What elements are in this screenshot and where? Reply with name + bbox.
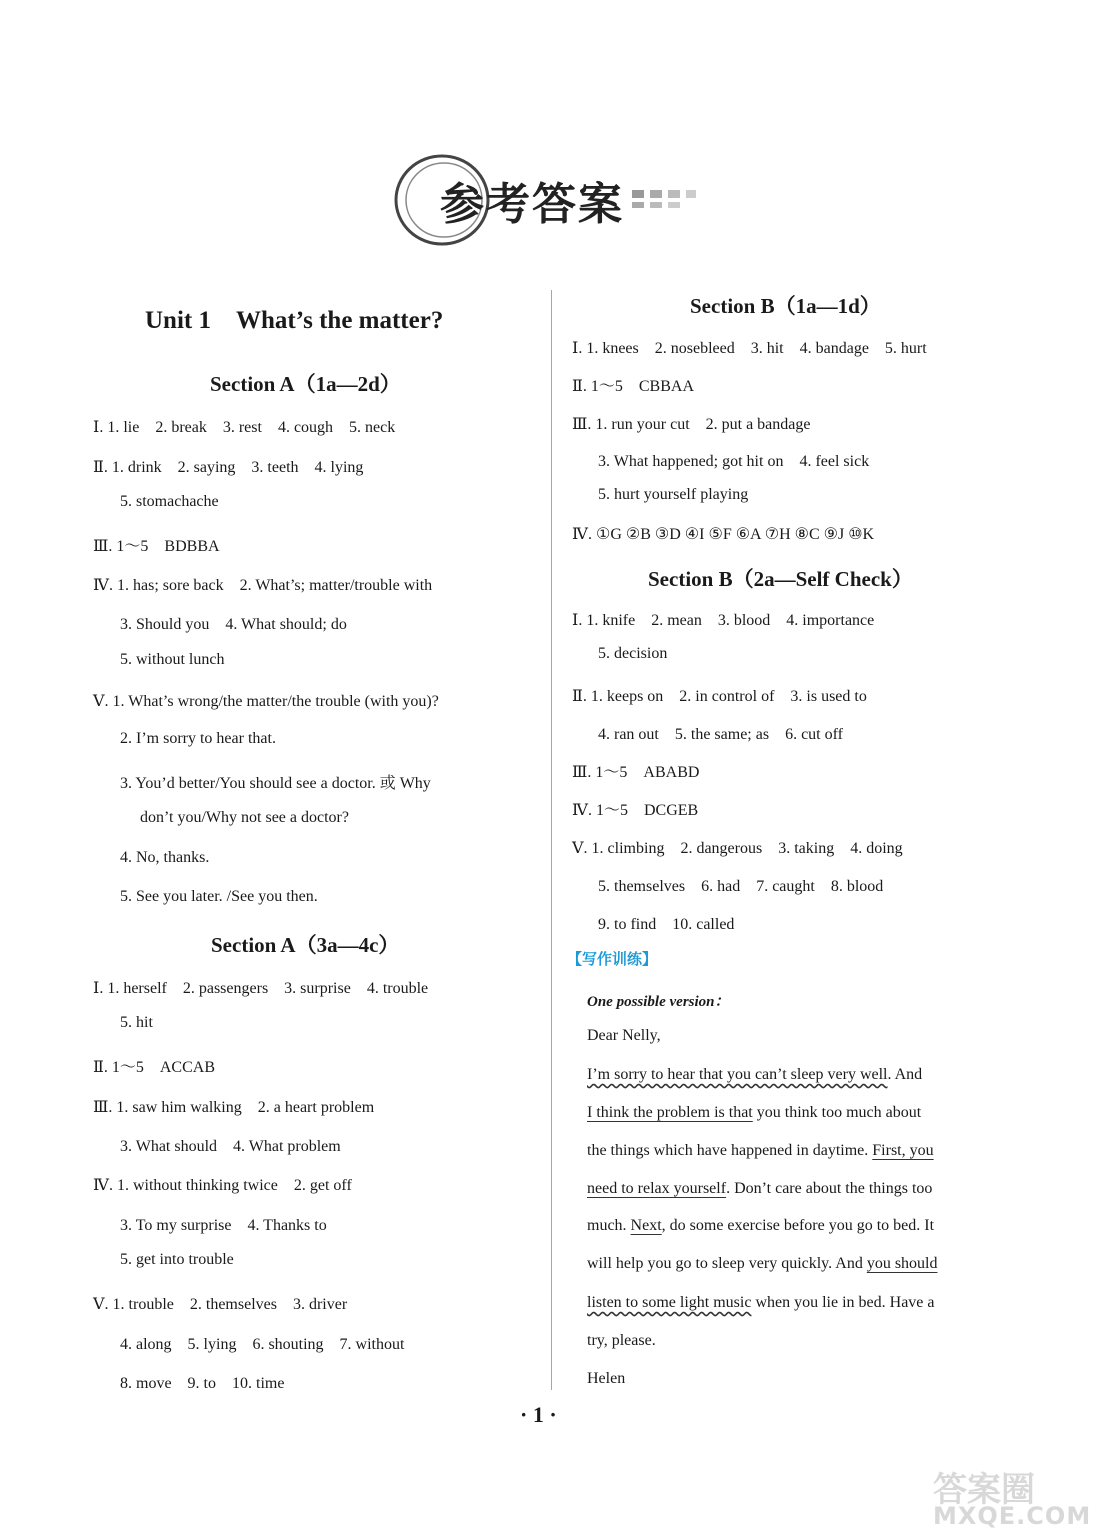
answer-line: 5. without lunch <box>120 651 225 668</box>
answer-line: 9. to find 10. called <box>598 916 735 933</box>
answer-line: 8. move 9. to 10. time <box>120 1375 285 1392</box>
answer-line: Ⅰ. 1. knife 2. mean 3. blood 4. importance <box>572 612 875 629</box>
answer-line: Ⅲ. 1～5 ABABD <box>572 764 700 781</box>
essay-label: One possible version： <box>587 994 730 1010</box>
essay-greeting: Dear Nelly, <box>587 1027 661 1044</box>
watermark-logo <box>925 1462 1090 1530</box>
answer-line: Ⅴ. 1. What’s wrong/the matter/the trouble (with you)? <box>93 693 439 710</box>
section-heading: Section B（1a—1d） <box>690 294 881 318</box>
essay-line: try, please. <box>587 1332 656 1349</box>
answer-line: Ⅴ. 1. climbing 2. dangerous 3. taking 4. doing <box>572 840 903 857</box>
essay-phrase: Next <box>630 1217 662 1234</box>
answer-line: Ⅳ. 1. has; sore back 2. What’s; matter/trouble with <box>93 577 433 594</box>
answer-line: Ⅰ. 1. knees 2. nosebleed 3. hit 4. bandage 5. hurt <box>572 340 927 357</box>
answer-line: Ⅲ. 1. saw him walking 2. a heart problem <box>93 1099 375 1116</box>
answer-line: don’t you/Why not see a doctor? <box>140 809 349 826</box>
answer-line: 4. No, thanks. <box>120 849 210 866</box>
answer-line: Ⅲ. 1. run your cut 2. put a bandage <box>572 416 811 433</box>
answer-line: Ⅱ. 1～5 CBBAA <box>572 378 695 395</box>
answer-line: 5. themselves 6. had 7. caught 8. blood <box>598 878 884 895</box>
writing-section-tag: 【写作训练】 <box>567 950 658 968</box>
answer-line: Ⅱ. 1. drink 2. saying 3. teeth 4. lying <box>93 459 364 476</box>
essay-line: listen to some light music when you lie in bed. Have a <box>587 1294 935 1311</box>
column-divider <box>551 290 552 1390</box>
section-heading: Section A（1a—2d） <box>210 372 401 396</box>
answer-line: 3. You’d better/You should see a doctor. 或 Why <box>120 775 431 792</box>
answer-line: Ⅳ. 1. without thinking twice 2. get off <box>93 1177 352 1194</box>
essay-line: need to relax yourself. Don’t care about the things too <box>587 1180 933 1197</box>
essay-line: the things which have happened in daytime. First, you <box>587 1142 934 1159</box>
answer-line: 3. What should 4. What problem <box>120 1138 341 1155</box>
answer-line: 2. I’m sorry to hear that. <box>120 730 276 747</box>
page-title: 参考答案 <box>440 179 624 230</box>
page-number: · 1 · <box>520 1402 557 1427</box>
unit-title: Unit 1 What’s the matter? <box>145 307 444 334</box>
answer-line: Ⅰ. 1. lie 2. break 3. rest 4. cough 5. neck <box>93 419 396 436</box>
answer-line: 4. along 5. lying 6. shouting 7. without <box>120 1336 405 1353</box>
answer-line: Ⅲ. 1～5 BDBBA <box>93 538 220 555</box>
essay-phrase: I’m sorry to hear that you can’t sleep very well <box>587 1066 888 1083</box>
answer-line: Ⅱ. 1. keeps on 2. in control of 3. is used to <box>572 688 867 705</box>
essay-phrase: I think the problem is that <box>587 1104 753 1121</box>
answer-line: Ⅰ. 1. herself 2. passengers 3. surprise 4. trouble <box>93 980 429 997</box>
essay-phrase: First, you <box>872 1142 934 1159</box>
answer-line: 5. hit <box>120 1014 153 1031</box>
page-header <box>392 150 722 250</box>
answer-line: 3. What happened; got hit on 4. feel sick <box>598 453 870 470</box>
watermark-text: 答案圈 <box>933 1470 1035 1510</box>
answer-line: 5. stomachache <box>120 493 219 510</box>
essay-line: I think the problem is that you think too much about <box>587 1104 922 1121</box>
section-heading: Section A（3a—4c） <box>211 933 400 957</box>
section-heading: Section B（2a—Self Check） <box>648 567 913 591</box>
answer-line: 5. decision <box>598 645 668 662</box>
essay-line: much. Next, do some exercise before you go to bed. It <box>587 1217 935 1234</box>
essay-line: will help you go to sleep very quickly. And you should <box>587 1255 938 1272</box>
answer-line: Ⅳ. 1～5 DCGEB <box>572 802 699 819</box>
answer-line: Ⅱ. 1～5 ACCAB <box>93 1059 216 1076</box>
answer-line: 3. To my surprise 4. Thanks to <box>120 1217 327 1234</box>
answer-line: 5. hurt yourself playing <box>598 486 749 503</box>
essay-phrase: you should <box>866 1255 938 1272</box>
answer-line: Ⅳ. ①G ②B ③D ④I ⑤F ⑥A ⑦H ⑧C ⑨J ⑩K <box>572 526 875 543</box>
watermark-url: MXQE.COM <box>933 1502 1092 1530</box>
essay-signature: Helen <box>587 1370 626 1387</box>
answer-line: 5. See you later. /See you then. <box>120 888 318 905</box>
answer-line: 3. Should you 4. What should; do <box>120 616 347 633</box>
answer-line: 4. ran out 5. the same; as 6. cut off <box>598 726 843 743</box>
essay-line: I’m sorry to hear that you can’t sleep very well. And <box>587 1066 923 1083</box>
answer-line: 5. get into trouble <box>120 1251 234 1268</box>
answer-line: Ⅴ. 1. trouble 2. themselves 3. driver <box>93 1296 348 1313</box>
essay-phrase: need to relax yourself <box>587 1180 727 1197</box>
essay-phrase: listen to some light music <box>587 1294 752 1311</box>
